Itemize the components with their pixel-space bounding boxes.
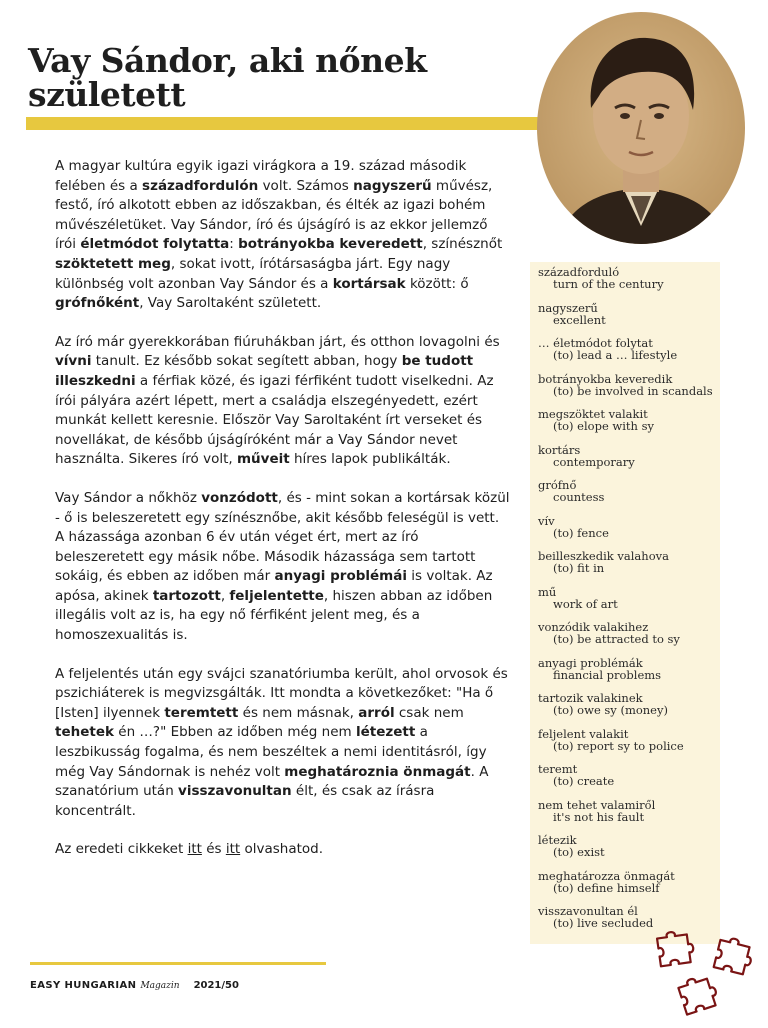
vocab-hungarian: beilleszkedik valahova — [538, 549, 669, 563]
vocab-item — [538, 763, 720, 799]
paragraph-text: , hiszen abban az időben illegális volt az is, ha egy nő férfiként jelent meg, és a homoszexualitás is. — [55, 587, 493, 644]
vocab-item — [538, 444, 720, 480]
vocab-english: it's not his fault — [553, 809, 645, 824]
paragraph-text: a férfiak közé, és igazi férfiként tudott viselkedni. Az írói pályára azért lépett, mert a családja elszegényedett, ezért munkát kellett keresnie. Először Vay Saroltaként írt verseket és novellákat, de később újságíróként már a Vay Sándor nevet használta. Sikeres író volt, — [55, 372, 494, 468]
vocab-item — [538, 728, 720, 764]
vocab-hungarian: századforduló — [538, 265, 620, 279]
article-paragraph — [55, 157, 510, 314]
highlighted-term: századfordulón — [142, 177, 259, 194]
paragraph-text: , színésznőt — [422, 236, 503, 253]
highlighted-term: műveit — [236, 451, 290, 468]
highlighted-term: vonzódott — [201, 489, 278, 506]
vocab-english: (to) report sy to police — [553, 738, 684, 753]
vocab-english: (to) define himself — [553, 880, 660, 895]
vocab-english: countess — [553, 490, 605, 505]
vocab-english: (to) fit in — [553, 561, 605, 576]
vocab-hungarian: nem tehet valamiről — [538, 797, 656, 812]
vocab-hungarian: visszavonultan él — [538, 904, 638, 918]
vocab-english: (to) be involved in scandals — [553, 383, 713, 398]
vocab-item — [538, 692, 720, 728]
paragraph-text: Az eredeti cikkeket — [55, 841, 188, 858]
paragraph-text: művész, festő, író alkotott ebben az időszakban, és élték az igazi bohém művészéletüket. Vay Sándor, író és újságíró is az ekkor jellemző írói — [55, 177, 493, 253]
highlighted-term: kortársak — [332, 275, 406, 292]
vocab-hungarian: megszöktet valakit — [538, 407, 648, 421]
vocabulary-list — [530, 262, 720, 941]
highlighted-term: anyagi problémái — [274, 568, 407, 585]
vocab-english: contemporary — [553, 454, 635, 469]
vocab-hungarian: grófnő — [538, 478, 577, 492]
vocab-english: work of art — [553, 596, 618, 611]
article-paragraph — [55, 489, 510, 646]
article-body — [55, 157, 510, 879]
paragraph-text: is voltak. Az apósa, akinek — [55, 568, 493, 604]
paragraph-text: élt, és csak az írásra koncentrált. — [55, 783, 435, 819]
vocab-english: (to) be attracted to sy — [553, 632, 680, 647]
footer-issue: 2021/50 — [193, 980, 239, 991]
paragraph-text: olvashatod. — [240, 841, 324, 858]
highlighted-term: életmódot folytatta — [80, 236, 230, 253]
vocab-english: (to) create — [553, 774, 615, 789]
vocab-item — [538, 657, 720, 693]
page-title: Vay Sándor, aki nőnek született — [28, 41, 427, 114]
paragraph-text: Az író már gyerekkorában fiúruhákban járt, és otthon lovagolni és — [55, 333, 500, 350]
vocab-english: financial problems — [553, 667, 662, 682]
paragraph-text: és — [201, 841, 226, 858]
footer-bar — [30, 962, 326, 965]
article-paragraph — [55, 665, 510, 822]
vocab-hungarian: anyagi problémák — [538, 655, 643, 670]
vocab-item — [538, 799, 720, 835]
highlighted-term: vívni — [55, 353, 92, 370]
vocab-hungarian: tartozik valakinek — [538, 691, 643, 705]
highlighted-term: arról — [358, 704, 395, 721]
vocab-english: (to) elope with sy — [553, 419, 655, 434]
article-paragraph — [55, 840, 510, 860]
highlighted-term: szöktetett meg — [55, 255, 171, 272]
paragraph-text: csak nem — [394, 704, 464, 721]
highlighted-term: grófnőként — [55, 295, 140, 312]
paragraph-text: tanult. Ez később sokat segített abban, hogy — [91, 353, 402, 370]
vocab-item — [538, 586, 720, 622]
highlighted-term: botrányokba keveredett — [238, 236, 423, 253]
puzzle-pieces-decoration — [652, 920, 768, 1024]
vocab-item — [538, 515, 720, 551]
paragraph-text: A magyar kultúra egyik igazi virágkora a 19. század második felében és a — [55, 158, 467, 194]
highlighted-term: nagyszerű — [353, 177, 432, 194]
vocab-hungarian: feljelent valakit — [538, 726, 629, 741]
paragraph-text: : — [229, 236, 239, 253]
vocab-item — [538, 834, 720, 870]
footer-brand: EASY HUNGARIAN — [30, 980, 137, 991]
article-paragraph — [55, 333, 510, 470]
vocab-hungarian: vív — [538, 513, 555, 528]
vocab-item — [538, 337, 720, 373]
vocab-hungarian: meghatározza önmagát — [538, 868, 675, 883]
paragraph-text: , és - mint sokan a kortársak közül - ő is beleszeretett egy színésznőbe, akit később feleségül is vett. A házassága azonban 6 év után véget ért, mert az író beleszeretett egy másik nőbe. Második házassága sem tartott sokáig, és ebben az időben már — [55, 489, 510, 585]
vocab-english: (to) lead a … lifestyle — [553, 348, 678, 363]
footer-magazine: Magazin — [140, 981, 180, 991]
highlighted-term: létezett — [355, 724, 416, 741]
vocab-hungarian: … életmódot folytat — [538, 336, 653, 350]
paragraph-text: , — [220, 587, 230, 604]
vocab-hungarian: létezik — [538, 833, 577, 847]
puzzle-piece-icon — [656, 929, 695, 966]
highlighted-term: visszavonultan — [178, 783, 292, 800]
vocab-hungarian: kortárs — [538, 442, 581, 457]
portrait-photo — [537, 12, 745, 244]
paragraph-text: Vay Sándor a nőkhöz — [55, 489, 202, 506]
vocab-english: (to) owe sy (money) — [553, 703, 668, 718]
vocab-hungarian: mű — [538, 584, 557, 599]
paragraph-text: és nem másnak, — [238, 704, 359, 721]
vocab-item — [538, 550, 720, 586]
vocab-hungarian: nagyszerű — [538, 300, 598, 315]
paragraph-text: . A szanatórium után — [55, 763, 489, 800]
highlighted-term: meghatároznia önmagát — [284, 763, 471, 780]
vocab-english: turn of the century — [553, 277, 664, 292]
paragraph-text: volt. Számos — [258, 177, 354, 194]
vocab-english: excellent — [553, 312, 606, 327]
paragraph-text: én …?" Ebben az időben még nem — [113, 724, 356, 741]
highlighted-term: be tudott illeszkedni — [55, 353, 474, 389]
source-link[interactable]: itt — [187, 841, 202, 858]
vocab-english: (to) fence — [553, 525, 609, 540]
vocab-item — [538, 621, 720, 657]
paragraph-text: között: ő — [405, 275, 469, 292]
paragraph-text: , Vay Saroltaként született. — [139, 295, 322, 312]
paragraph-text: a leszbikusság fogalma, és nem beszéltek a nemi identitásról, így még Vay Sándornak is nehéz volt — [55, 724, 487, 780]
vocab-item — [538, 479, 720, 515]
highlighted-term: tartozott — [152, 587, 221, 604]
vocabulary-panel — [530, 262, 720, 944]
paragraph-text: A feljelentés után egy svájci szanatóriumba került, ahol orvosok és pszichiáterek is megvizsgálták. Itt mondta a következőket: "Ha ő [Isten] ilyennek — [55, 665, 508, 721]
highlighted-term: teremtett — [164, 704, 239, 721]
vocab-hungarian: botrányokba keveredik — [538, 371, 673, 386]
vocab-item — [538, 373, 720, 409]
highlighted-term: feljelentette — [229, 587, 324, 604]
paragraph-text: híres lapok publikálták. — [289, 451, 451, 468]
paragraph-text: , sokat ivott, írótársaságba járt. Egy nagy különbség volt azonban Vay Sándor és a — [55, 255, 451, 292]
vocab-english: (to) exist — [553, 845, 605, 860]
vocab-item — [538, 302, 720, 338]
puzzle-piece-icon — [677, 973, 720, 1015]
title-underline-bar — [26, 117, 546, 130]
source-link[interactable]: itt — [225, 841, 241, 858]
vocab-item — [538, 408, 720, 444]
footer — [30, 980, 239, 991]
vocab-item — [538, 870, 720, 906]
vocab-hungarian: vonzódik valakihez — [538, 620, 649, 634]
vocab-item — [538, 266, 720, 302]
vocab-english: (to) live secluded — [553, 916, 654, 931]
highlighted-term: tehetek — [55, 724, 114, 741]
puzzle-piece-icon — [714, 936, 755, 976]
vocab-hungarian: teremt — [538, 762, 578, 776]
